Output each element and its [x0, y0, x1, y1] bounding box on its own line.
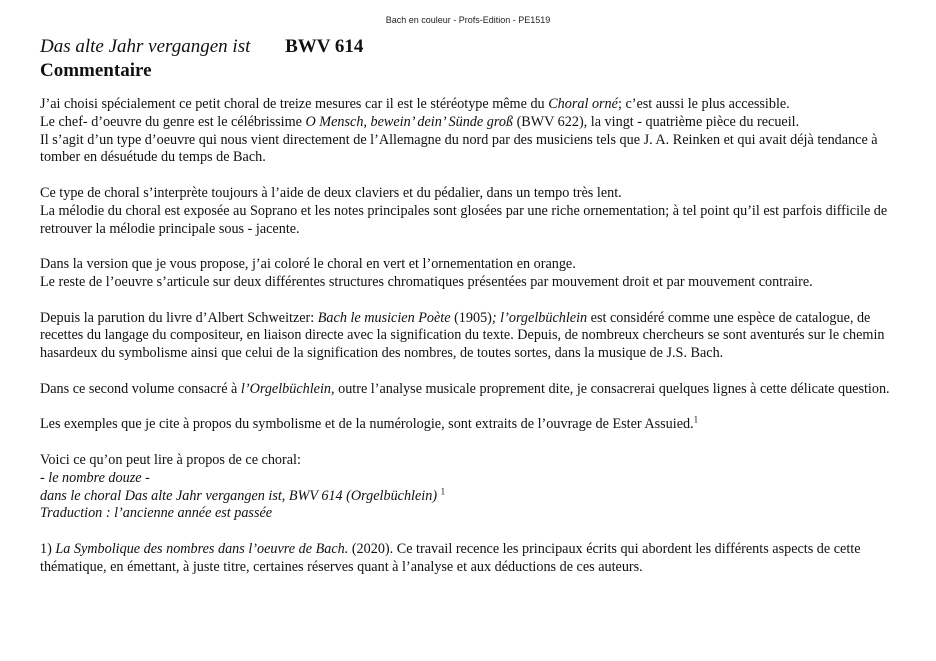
paragraph-schweitzer	[40, 310, 900, 363]
text-run-italic: ; l’orgelbüchlein	[491, 309, 588, 326]
text-run: est considéré comme une espèce de catalogue, de recettes du langage du compositeur, en liaison directe avec la signification du texte. Depuis, de nombreux chercheurs se sont aventurés sur le chemin hasardeux du symbolisme ainsi que celui de la signification des nombres, de toutes sortes, dans la musique de J.S. Bach.	[40, 309, 885, 362]
text-run: Dans ce second volume consacré à	[40, 380, 241, 397]
text-run-italic: l’Orgelbüchlein	[240, 380, 331, 397]
text-run-italic: La Symbolique des nombres dans l’oeuvre de Bach.	[55, 540, 349, 557]
document-body	[40, 96, 900, 594]
text-run-italic: O Mensch, bewein’ dein’ Sünde groß	[305, 113, 514, 130]
text-run: Depuis la parution du livre d’Albert Schweitzer:	[40, 309, 318, 326]
section-title: Commentaire	[40, 60, 152, 81]
footnote-ref: 1	[693, 414, 699, 425]
text-run: Dans la version que je vous propose, j’ai coloré le choral en vert et l’ornementation en orange.	[40, 256, 576, 273]
bwv-number: BWV 614	[285, 36, 364, 57]
text-run-italic: dans le choral Das alte Jahr vergangen ist, BWV 614 (Orgelbüchlein)	[40, 487, 441, 504]
text-run: (1905)	[450, 309, 492, 326]
text-run: ; c’est aussi le plus accessible.	[617, 96, 790, 112]
paragraph-volume	[40, 381, 900, 399]
text-run: Il s’agit d’un type d’oeuvre qui nous vient directement de l’Allemagne du nord par des musiciens tels que J. A. Reinken et qui avait déjà tendance à tomber en désuétude du temps de Bach.	[40, 131, 878, 166]
footnote-ref: 1	[440, 485, 446, 496]
text-run: Ce type de choral s’interprète toujours à l’aide de deux claviers et du pédalier, dans un tempo très lent.	[40, 184, 622, 201]
text-run-italic: Traduction : l’ancienne année est passée	[40, 505, 273, 522]
text-run: J’ai choisi spécialement ce petit choral de treize mesures car il est le stéréotype même du	[40, 96, 549, 112]
page-header: Bach en couleur - Profs-Edition - PE1519	[385, 15, 551, 25]
paragraph-examples	[40, 416, 900, 434]
text-run: La mélodie du choral est exposée au Soprano et les notes principales sont glosées par une riche ornementation; à tel point qu’il est parfois difficile de retrouver la mélodie principale sous - jacente.	[40, 202, 888, 237]
text-run: (BWV 622), la vingt - quatrième pièce du recueil.	[513, 113, 800, 130]
paragraph-version	[40, 256, 900, 292]
piece-title: Das alte Jahr vergangen ist	[40, 36, 251, 57]
text-run: Le reste de l’oeuvre s’articule sur deux différentes structures chromatiques présentées par mouvement droit et par mouvement contraire.	[40, 273, 813, 290]
text-run: 1)	[40, 540, 56, 557]
paragraph-intro	[40, 96, 900, 167]
footnote	[40, 541, 900, 577]
text-run: (2020). Ce travail recence les principaux écrits qui abordent les différents aspects de cette thématique, en émettant, à juste titre, certaines réserves quant à l’analyse et aux déductions de ces auteurs.	[40, 540, 861, 575]
text-run: , outre l’analyse musicale proprement dite, je consacrerai quelques lignes à cette délicate question.	[331, 380, 890, 397]
text-run-italic: Choral orné	[548, 96, 618, 112]
paragraph-quote	[40, 452, 900, 523]
text-run-italic: Bach le musicien Poète	[317, 309, 451, 326]
text-run-italic: - le nombre douze -	[40, 469, 150, 486]
text-run: Les exemples que je cite à propos du symbolisme et de la numérologie, sont extraits de l’ouvrage de Ester Assuied.	[40, 416, 694, 433]
text-run: Le chef- d’oeuvre du genre est le célébrissime	[40, 113, 306, 130]
text-run: Voici ce qu’on peut lire à propos de ce choral:	[40, 451, 301, 468]
title-row	[40, 36, 363, 58]
paragraph-performance	[40, 185, 900, 238]
